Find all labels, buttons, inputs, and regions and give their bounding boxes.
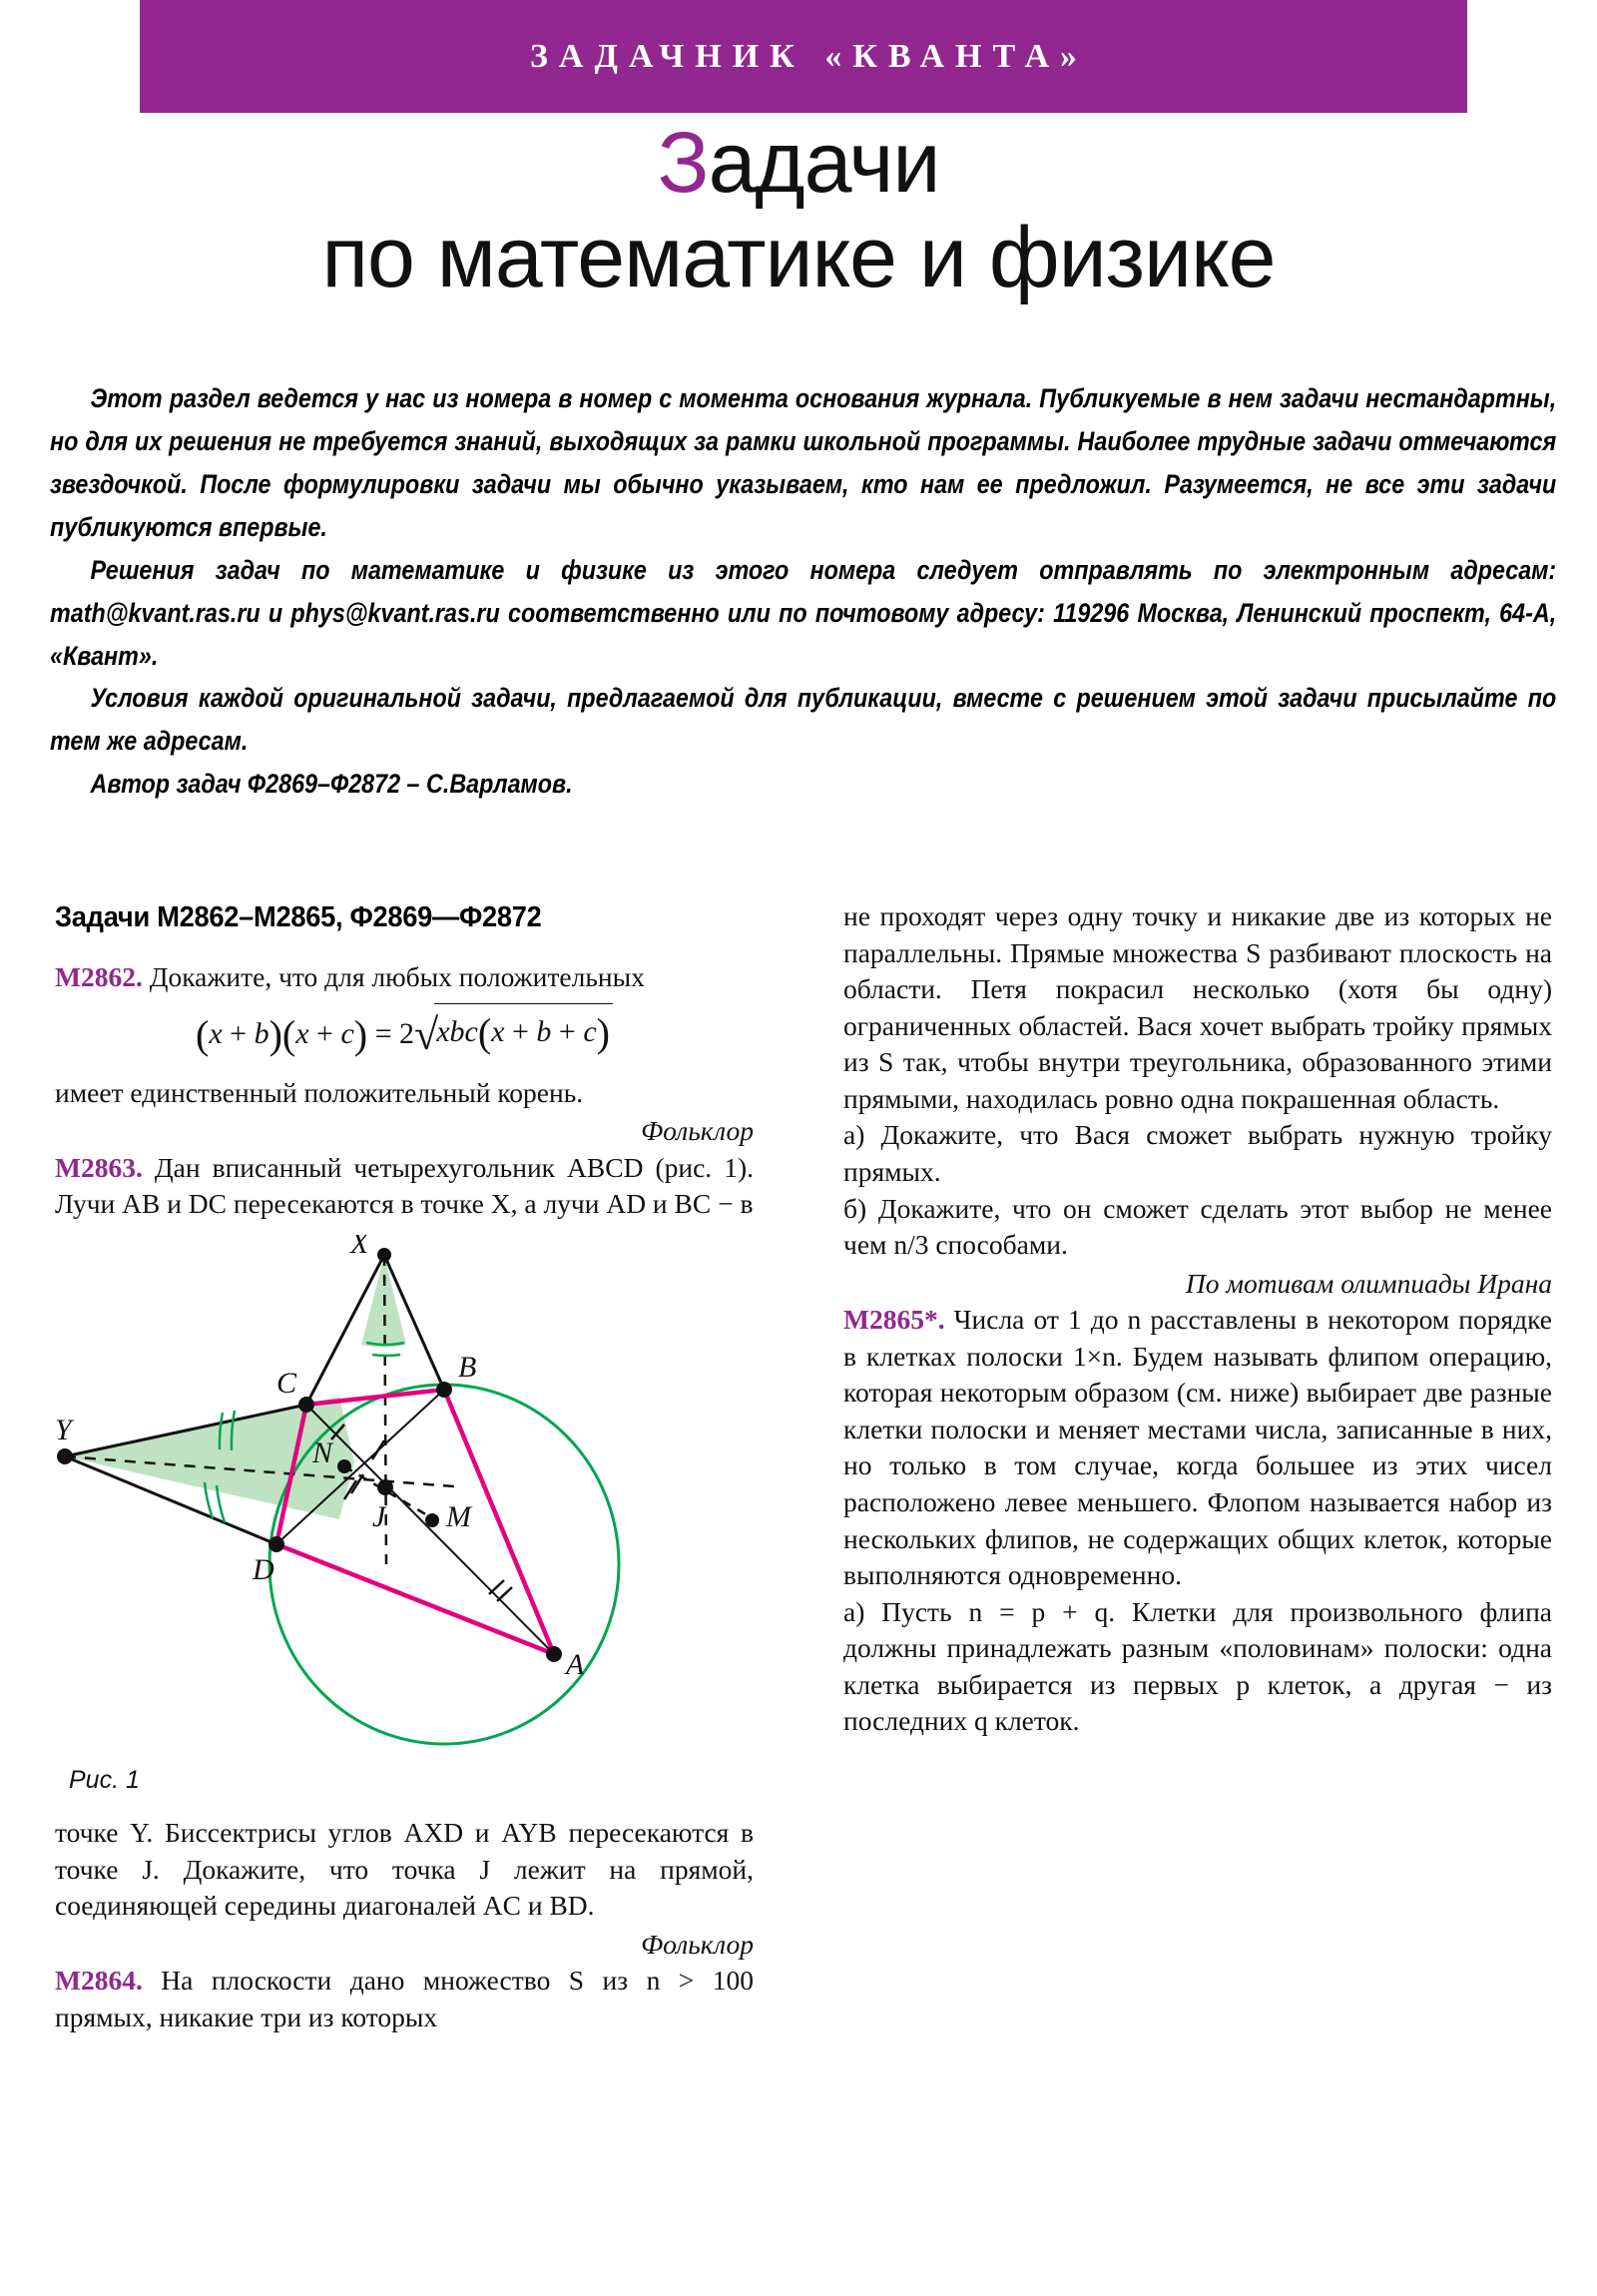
formula-var-x3: x bbox=[491, 1015, 505, 1049]
problem-id-m2862: M2862. bbox=[55, 960, 143, 992]
label-y: Y bbox=[55, 1413, 72, 1446]
page-title-line1 bbox=[0, 115, 1597, 211]
page-title-line1-rest: адачи bbox=[708, 115, 940, 211]
paren-close-2: ) bbox=[353, 1012, 368, 1058]
problem-m2863-text: Дан вписанный четырехугольник ABCD (рис. 1). Лучи AB и DC пересекаются в точке X, а лучи AD и BC − в bbox=[55, 1151, 754, 1220]
problem-m2863-continued: точке Y. Биссектрисы углов AXD и AYB пересекаются в точке J. Докажите, что точка J лежит на прямой, соединяющей середины диагоналей AC и BD. bbox=[55, 1817, 754, 1922]
point-a bbox=[546, 1646, 562, 1662]
label-b: B bbox=[458, 1350, 477, 1384]
tick-ca-3 bbox=[497, 1587, 512, 1601]
formula-m2862 bbox=[55, 1005, 754, 1065]
point-m bbox=[425, 1513, 439, 1527]
problem-m2865-part-a: а) Пусть n = p + q. Клетки для произвольного флипа должны принадлежать разным «половинам» полоски: одна клетка выбирается из первых p клеток, а другая − из последних q клеток. bbox=[843, 1595, 1552, 1737]
figure-1-caption: Рис. 1 bbox=[69, 1765, 140, 1794]
formula-var-c1: c bbox=[340, 1017, 354, 1051]
angle-arc-x-2 bbox=[372, 1355, 400, 1356]
problem-m2864-part-a: а) Докажите, что Вася сможет выбрать нужную тройку прямых. bbox=[843, 1119, 1552, 1187]
page-title-dropcap: З bbox=[657, 115, 709, 211]
point-n bbox=[337, 1459, 351, 1473]
label-d: D bbox=[253, 1552, 274, 1586]
paren-close-3: ) bbox=[596, 1010, 610, 1056]
problem-m2864-text: На плоскости дано множество S из n > 100 прямых, никакие три из которых bbox=[55, 1965, 755, 2032]
paren-open-2: ( bbox=[281, 1012, 296, 1058]
problem-m2862-text: Докажите, что для любых положительных bbox=[142, 960, 645, 992]
intro-block bbox=[50, 377, 1556, 806]
formula-op-4: + bbox=[551, 1015, 584, 1049]
intro-paragraph-3: Условия каждой оригинальной задачи, предлагаемой для публикации, вместе с решением этой задачи присылайте по тем же адресам. bbox=[50, 683, 1557, 757]
problems-section-heading: Задачи М2862–М2865, Ф2869—Ф2872 bbox=[55, 901, 542, 933]
formula-var-x2: x bbox=[295, 1017, 309, 1051]
paren-close-1: ) bbox=[268, 1012, 282, 1058]
problem-m2864-part-b: б) Докажите, что он сможет сделать этот выбор не менее чем n/3 способами. bbox=[843, 1192, 1552, 1261]
formula-op-2: + bbox=[308, 1017, 341, 1051]
point-y bbox=[57, 1448, 73, 1464]
problem-m2863 bbox=[55, 1150, 754, 1223]
label-x: X bbox=[350, 1234, 369, 1260]
problem-id-m2864: M2864. bbox=[55, 1965, 143, 1997]
label-n: N bbox=[312, 1435, 333, 1469]
problem-m2862 bbox=[55, 959, 754, 996]
page-title bbox=[0, 115, 1597, 306]
tick-bd-1 bbox=[372, 1440, 384, 1459]
problem-m2864-continued: не проходят через одну точку и никакие две из которых не параллельны. Прямые множества S разбивают плоскость на области. Петя покрасил несколько (хотя бы одну) ограниченных областей. Вася хочет выбрать тройку прямых из S так, чтобы внутри треугольника, образованного этими прямыми, находилась ровно одна покрашенная область. bbox=[843, 900, 1552, 1114]
label-j: J bbox=[372, 1499, 386, 1533]
angle-fill-y bbox=[65, 1397, 354, 1519]
intro-paragraph-2: Решения задач по математике и физике из этого номера следует отправлять по электронным адресам: math@kvant.ras.ru и phys@kvant.ras.ru соответственно или по почтовому адресу: 119296 Москва, Ленинский проспект, 64-А, «Квант». bbox=[50, 554, 1557, 671]
page-title-line2: по математике и физике bbox=[321, 210, 1276, 306]
point-x bbox=[377, 1248, 391, 1262]
paren-open-3: ( bbox=[477, 1010, 492, 1056]
problem-m2864 bbox=[55, 1963, 754, 2035]
segment-ca bbox=[306, 1405, 554, 1654]
attribution-m2862: Фольклор bbox=[641, 1115, 754, 1147]
right-column bbox=[843, 898, 1552, 1740]
point-j bbox=[377, 1479, 393, 1495]
problem-id-m2865: M2865*. bbox=[843, 1304, 945, 1336]
figure-1-svg bbox=[55, 1235, 754, 1794]
point-c bbox=[298, 1397, 314, 1413]
label-c: C bbox=[276, 1366, 297, 1400]
formula-radicand-xbc: xbc bbox=[436, 1015, 478, 1049]
formula-op-3: + bbox=[504, 1015, 537, 1049]
section-banner bbox=[140, 0, 1467, 113]
problem-m2865-text: Числа от 1 до n расставлены в некотором порядке в клетках полоски 1×n. Будем называть флипом операцию, которая некоторым образом (см. ниже) выбирает две разные клетки полоски и меняет местами числа, записанные в них, но только в том случае, когда большее из этих чисел расположено левее меньшего. Флопом называется набор из нескольких флипов, не содержащих общих клеток, которые выполняются одновременно. bbox=[843, 1304, 1552, 1591]
banner-title: ЗАДАЧНИК «КВАНТА» bbox=[529, 37, 1088, 75]
formula-equals: = bbox=[367, 1017, 400, 1051]
attribution-m2864: По мотивам олимпиады Ирана bbox=[1185, 1267, 1552, 1299]
formula-var-b2: b bbox=[536, 1015, 552, 1049]
left-column bbox=[55, 898, 754, 2036]
formula-coefficient-2: 2 bbox=[399, 1017, 415, 1051]
sqrt-icon: √ bbox=[414, 1010, 439, 1060]
formula-var-c2: c bbox=[583, 1015, 597, 1049]
figure-1 bbox=[55, 1235, 754, 1794]
problem-m2862-tail: имеет единственный положительный корень. bbox=[55, 1076, 584, 1108]
label-a: A bbox=[566, 1647, 585, 1681]
formula-radicand bbox=[434, 1003, 613, 1059]
attribution-m2863: Фольклор bbox=[641, 1928, 754, 1960]
problem-id-m2863: M2863. bbox=[55, 1151, 143, 1183]
label-m: M bbox=[446, 1499, 471, 1533]
problem-m2865 bbox=[843, 1302, 1552, 1594]
formula-op-1: + bbox=[222, 1017, 255, 1051]
intro-paragraph-4: Автор задач Ф2869–Ф2872 – С.Варламов. bbox=[90, 769, 573, 800]
paren-open-1: ( bbox=[195, 1012, 210, 1058]
formula-var-x1: x bbox=[209, 1017, 223, 1051]
tick-ca-2 bbox=[489, 1580, 504, 1594]
point-b bbox=[436, 1382, 452, 1398]
intro-paragraph-1: Этот раздел ведется у нас из номера в номер с момента основания журнала. Публикуемые в нем задачи нестандартны, но для их решения не требуется знаний, выходящих за рамки школьной программы. Наиболее трудные задачи отмечаются звездочкой. После формулировки задачи мы обычно указываем, кто нам ее предложил. Разумеется, не все эти задачи публикуются впервые. bbox=[50, 383, 1557, 542]
formula-var-b1: b bbox=[254, 1017, 269, 1051]
point-d bbox=[268, 1536, 284, 1552]
